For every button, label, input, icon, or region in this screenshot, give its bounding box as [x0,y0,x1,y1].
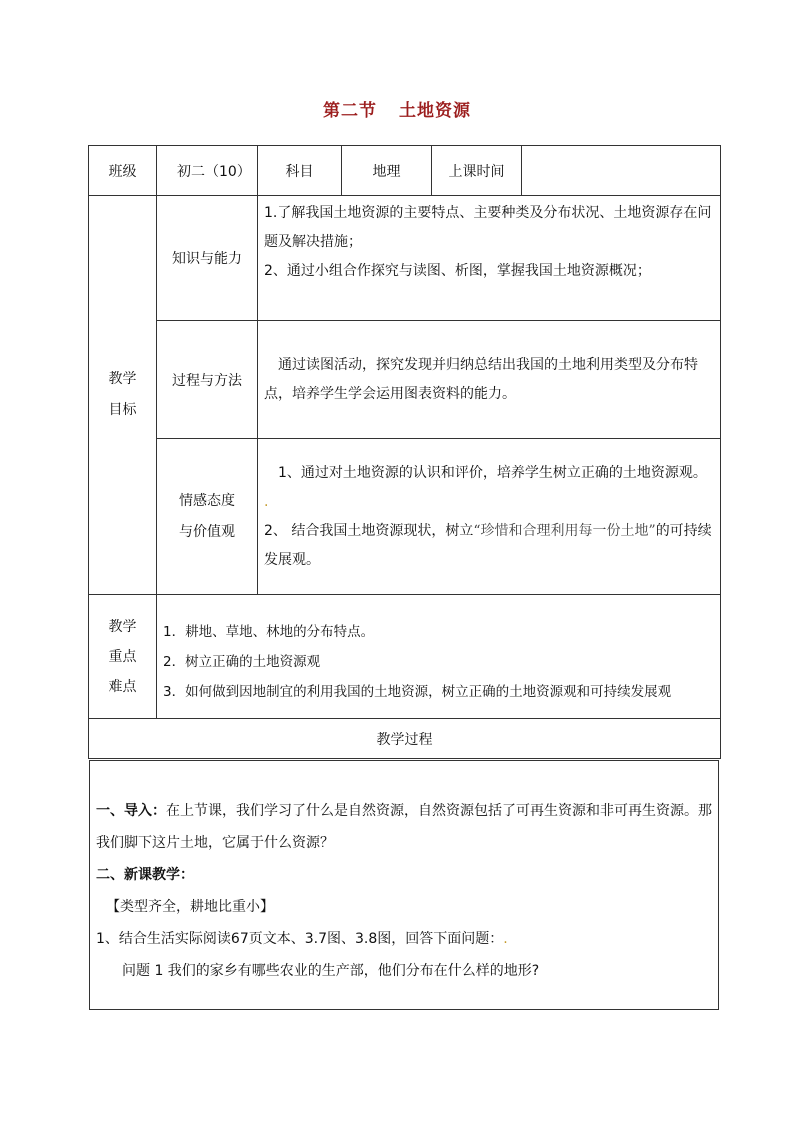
objectives-label-2: 目标 [108,402,137,418]
subject-label: 科目 [258,146,342,196]
attitude-line-2-quote: “珍惜和合理利用每一份土地” [473,522,656,539]
attitude-line-2-post: 的可持续发展观。 [264,522,712,568]
title-part-1: 第二节 [323,101,377,121]
objective-content-attitude: 1、通过对土地资源的认识和评价，培养学生树立正确的土地资源观。 . 2、 结合我国土地资源现状，树立“珍惜和合理利用每一份土地”的可持续发展观。 [258,439,721,595]
intro-paragraph [96,795,712,859]
process-label: 教学过程 [89,719,721,759]
time-label: 上课时间 [432,146,522,196]
section-subhead: 【类型齐全，耕地比重小】 [106,899,274,915]
lesson-plan-table [88,145,721,759]
key-points-label [89,595,157,719]
attitude-name-2: 与价值观 [179,523,235,540]
time-value [522,146,721,196]
objectives-label [89,196,157,595]
process-header-row [89,719,721,759]
item-1: 1、结合生活实际阅读67页文本、3.7图、3.8图，回答下面问题：. [96,931,508,947]
class-value: 初二（10） [157,146,258,196]
class-label: 班级 [89,146,157,196]
objective-name-process: 过程与方法 [157,321,258,439]
key-label-3: 难点 [108,678,137,695]
key-point-1: 1．耕地、草地、林地的分布特点。 [163,623,375,640]
process-line: 通过读图活动，探究发现并归纳总结出我国的土地利用类型及分布特点，培养学生学会运用图表资料的能力。 [264,356,698,402]
objective-row-knowledge [89,196,721,321]
title-part-2: 土地资源 [399,101,471,121]
objective-content-process [258,321,721,439]
objective-row-attitude [89,439,721,595]
subject-value: 地理 [342,146,432,196]
new-lesson-heading: 二、新课教学： [96,867,194,883]
teaching-process-box [89,760,719,1010]
objective-name-attitude [157,439,258,595]
attitude-line-1: 1、通过对土地资源的认识和评价，培养学生树立正确的土地资源观。 [278,464,707,481]
objective-name-knowledge: 知识与能力 [157,196,258,321]
objective-content-knowledge [258,196,721,321]
intro-text: 在上节课，我们学习了什么是自然资源，自然资源包括了可再生资源和非可再生资源。那我们脚下这片土地，它属于什么资源？ [96,803,712,851]
objective-row-process [89,321,721,439]
knowledge-line-2: 2、通过小组合作探究与读图、析图，掌握我国土地资源概况； [264,263,651,279]
key-points-row [89,595,721,719]
question-1: 问题 1 我们的家乡有哪些农业的生产部，他们分布在什么样的地形? [122,963,540,979]
knowledge-line-1: 1.了解我国土地资源的主要特点、主要种类及分布状况、土地资源存在问题及解决措施； [264,205,712,250]
item-1-text: 1、结合生活实际阅读67页文本、3.7图、3.8图，回答下面问题： [96,931,504,947]
attitude-name-1: 情感态度 [179,492,235,509]
key-point-3: 3．如何做到因地制宜的利用我国的土地资源，树立正确的土地资源观和可持续发展观 [163,683,672,700]
key-points-content [157,595,721,719]
key-label-1: 教学 [108,618,137,635]
header-row [89,146,721,196]
page-title [0,96,794,121]
intro-heading: 一、导入： [96,803,166,819]
key-label-2: 重点 [108,648,137,665]
objectives-label-1: 教学 [108,371,137,387]
key-point-2: 2．树立正确的土地资源观 [163,653,321,670]
attitude-line-2-pre: 2、 结合我国土地资源现状，树立 [264,522,474,539]
